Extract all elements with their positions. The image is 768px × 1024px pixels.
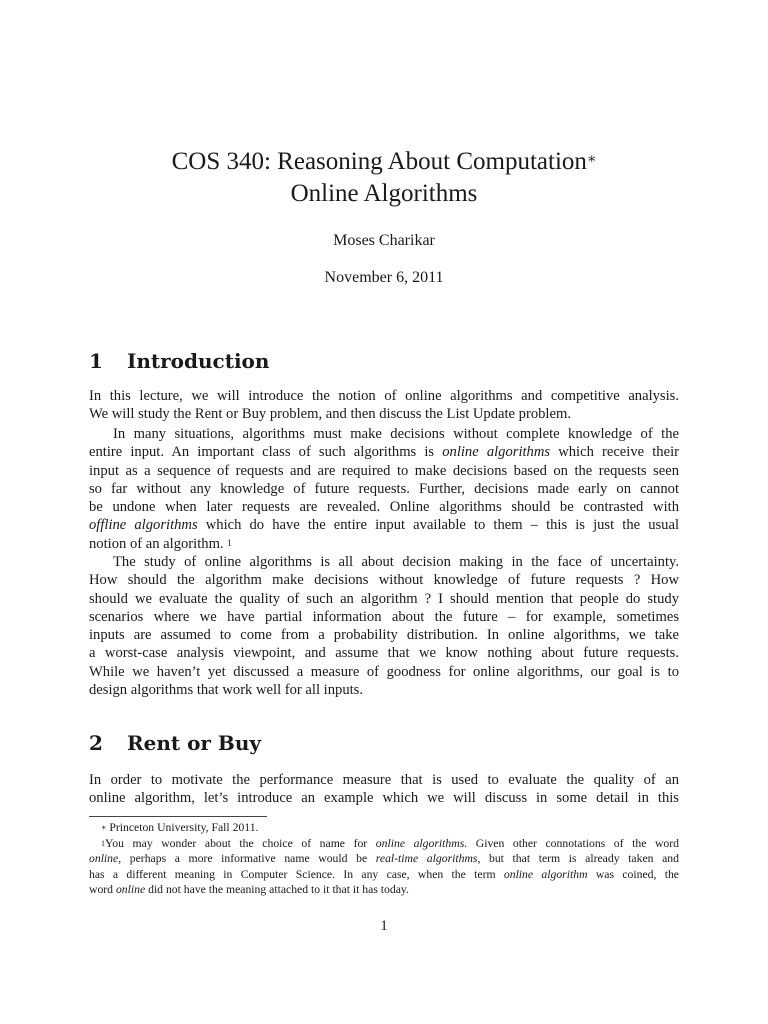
footnote-reference: 1 — [227, 537, 232, 548]
text-line: In many situations, algorithms must make decisions without complete knowledge of the — [113, 426, 679, 442]
date: November 6, 2011 — [324, 269, 444, 286]
text-line: notion of an algorithm. $^1$ — [89, 535, 232, 552]
rent-or-buy-paragraph-1 — [89, 771, 679, 808]
footnote-1-line: online, perhaps a more informative name would be real-time algorithms, but that term is already taken and — [89, 852, 679, 866]
text-line: In order to motivate the performance measure that is used to evaluate the quality of an — [89, 772, 679, 788]
page-number: 1 — [380, 918, 388, 934]
title-line-2: Online Algorithms — [290, 180, 478, 207]
text-line: The study of online algorithms is all about decision making in the face of uncertainty. — [113, 554, 679, 570]
footnote-divider — [89, 816, 267, 817]
intro-paragraph-3 — [89, 553, 679, 699]
section-title: Introduction — [127, 349, 270, 373]
text-line: entire input. An important class of such algorithms is online algorithms which receive their — [89, 444, 679, 461]
text-line: While we haven’t yet discussed a measure of goodness for online algorithms, our goal is to — [89, 663, 679, 680]
section-number: 1 — [89, 349, 103, 373]
text-line: How should the algorithm make decisions without knowledge of future requests ? How — [89, 572, 679, 589]
footnote-affiliation: ∗ Princeton University, Fall 2011. — [101, 821, 259, 834]
text-line: a worst-case analysis viewpoint, and assume that we know nothing about future requests. — [89, 645, 679, 662]
text-line: offline algorithms which do have the entire input available to them – this is just the usual — [89, 517, 679, 534]
document-title — [0, 146, 768, 210]
text-line: should we evaluate the quality of such an algorithm ? I should mention that people do study — [89, 590, 679, 607]
text-line: input as a sequence of requests and are required to make decisions based on the requests seen — [89, 462, 679, 479]
section-heading-introduction — [89, 349, 269, 373]
text-line: We will study the Rent or Buy problem, and then discuss the List Update problem. — [89, 406, 571, 423]
text-line: In this lecture, we will introduce the notion of online algorithms and competitive analysis. — [89, 388, 679, 404]
footnote-1-line: $^1$You may wonder about the choice of name for online algorithms. Given other connotations of the word — [101, 836, 680, 850]
footnote-1-line: word online did not have the meaning attached to it that it has today. — [89, 883, 409, 897]
intro-paragraph-2 — [89, 425, 679, 553]
intro-paragraph-1 — [89, 387, 679, 424]
section-heading-rent-or-buy — [89, 731, 261, 755]
author: Moses Charikar — [333, 232, 435, 249]
title-line-1: COS 340: Reasoning About Computation∗ — [171, 148, 597, 175]
text-line: design algorithms that work well for all inputs. — [89, 682, 363, 699]
footnote-1-line: has a different meaning in Computer Science. In any case, when the term online algorithm was coined, the — [89, 867, 679, 881]
section-number: 2 — [89, 731, 103, 755]
text-line: scenarios where we have partial information about the future – for example, sometimes — [89, 608, 679, 625]
text-line: online algorithm, let’s introduce an example which we will discuss in some detail in this — [89, 790, 679, 807]
text-line: so far without any knowledge of future requests. Further, decisions made early on cannot — [89, 480, 679, 497]
text-line: be undone when later requests are revealed. Online algorithms should be contrasted with — [89, 499, 679, 516]
text-line: inputs are assumed to come from a probability distribution. In online algorithms, we take — [89, 627, 679, 644]
section-title: Rent or Buy — [127, 731, 261, 755]
title-footnote-mark: ∗ — [586, 152, 597, 167]
footnotes — [89, 820, 679, 898]
